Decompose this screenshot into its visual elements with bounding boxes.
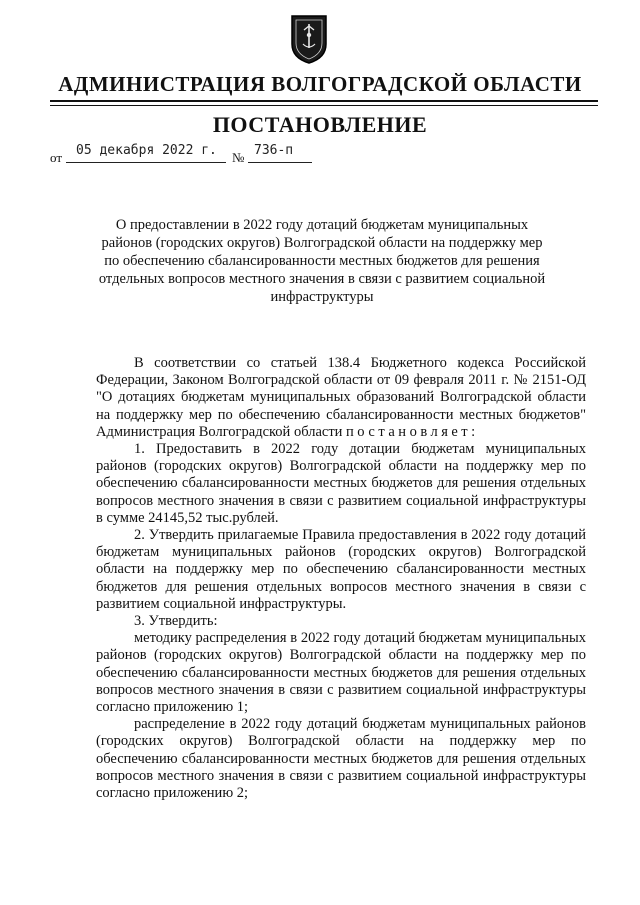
intro-paragraph xyxy=(96,355,586,441)
document-title: О предоставлении в 2022 году дотаций бюджетам муниципальных районов (городских округов) Волгоградской области на поддержку мер по обеспечению сбалансированности местных бюджетов для решения отдельных вопросов местного значения в связи с развитием социальной инфраструктуры xyxy=(98,217,546,305)
paragraph-3: 3. Утвердить: xyxy=(134,613,218,630)
coat-of-arms-icon xyxy=(290,14,328,64)
date-underline xyxy=(66,162,226,163)
intro-text: В соответствии со статьей 138.4 Бюджетного кодекса Российской Федерации, Законом Волгоградской области от 09 февраля 2011 г. № 2151-ОД "О дотациях бюджетам муниципальных образований Волгоградской области на поддержку мер по обеспечению сбалансированности местных бюджетов" Администрация Волгоградской области xyxy=(96,355,586,440)
header-rule-thick xyxy=(50,100,598,102)
intro-keyword: постановляет: xyxy=(346,423,479,440)
document-type: ПОСТАНОВЛЕНИЕ xyxy=(212,112,428,137)
document-body xyxy=(96,355,586,802)
document-date: 05 декабря 2022 г. xyxy=(76,143,217,158)
paragraph-3-1: методику распределения в 2022 году дотаций бюджетам муниципальных районов (городских округов) Волгоградской области на поддержку мер по обеспечению сбалансированности местных бюджетов для решения отдельных вопросов местного значения в связи с развитием социальной инфраструктуры согласно приложению 1; xyxy=(96,630,586,716)
date-prefix: от xyxy=(50,150,63,165)
paragraph-3-2: распределение в 2022 году дотаций бюджетам муниципальных районов (городских округов) Волгоградской области на поддержку мер по обеспечению сбалансированности местных бюджетов для решения отдельных вопросов местного значения в связи с развитием социальной инфраструктуры согласно приложению 2; xyxy=(96,716,586,802)
organization-name: АДМИНИСТРАЦИЯ ВОЛГОГРАДСКОЙ ОБЛАСТИ xyxy=(58,72,582,96)
paragraph-1: 1. Предоставить в 2022 году дотации бюджетам муниципальных районов (городских округов) Волгоградской области на поддержку мер по обеспечению сбалансированности местных бюджетов для решения отдельных вопросов местного значения в связи с развитием социальной инфраструктуры в сумме 24145,52 тыс.рублей. xyxy=(96,441,586,526)
header-rule-thin xyxy=(50,105,598,106)
number-underline xyxy=(248,162,312,163)
paragraph-2: 2. Утвердить прилагаемые Правила предоставления в 2022 году дотаций бюджетам муниципальных районов (городских округов) Волгоградской области на поддержку мер по обеспечению сбалансированности местных бюджетов для решения отдельных вопросов местного значения в связи с развитием социальной инфраструктуры. xyxy=(96,527,586,612)
document-number: 736-п xyxy=(254,143,294,158)
number-prefix: № xyxy=(232,150,245,165)
